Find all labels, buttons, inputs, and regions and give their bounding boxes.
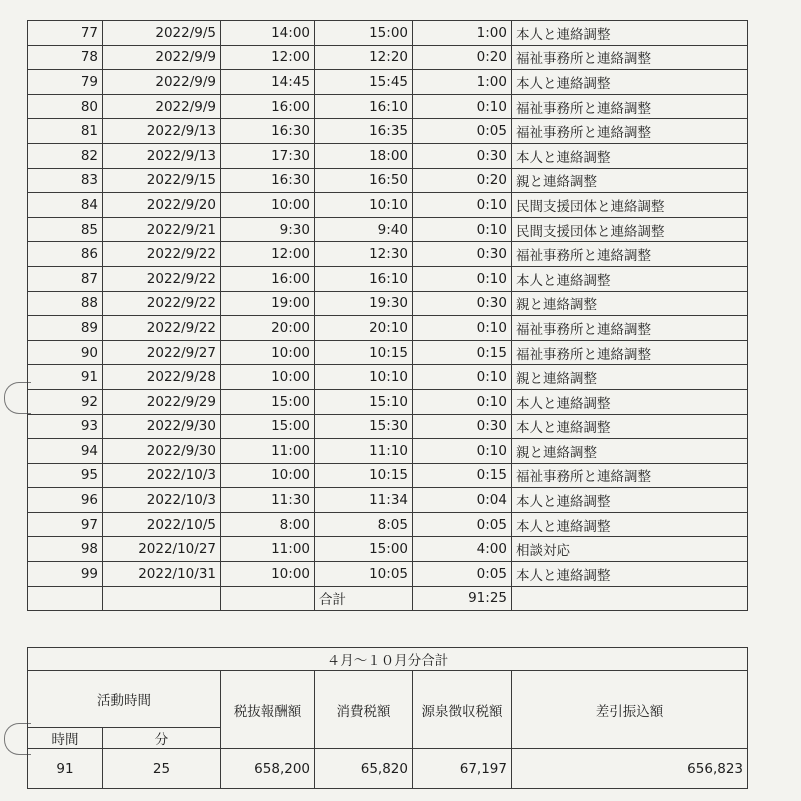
row-duration: 0:04 — [413, 488, 512, 513]
row-duration: 0:30 — [413, 414, 512, 439]
row-number: 85 — [28, 217, 103, 242]
row-duration: 0:10 — [413, 365, 512, 390]
row-content: 本人と連絡調整 — [512, 21, 748, 46]
minutes-header: 分 — [103, 728, 221, 749]
row-number: 84 — [28, 193, 103, 218]
activity-time-header: 活動時間 — [28, 671, 221, 728]
row-date: 2022/9/15 — [103, 168, 221, 193]
consumption-tax-header: 消費税額 — [315, 671, 413, 749]
row-number: 88 — [28, 291, 103, 316]
table-row — [28, 365, 748, 390]
row-duration: 0:30 — [413, 242, 512, 267]
row-start-time: 15:00 — [221, 414, 315, 439]
table-row — [28, 94, 748, 119]
row-number: 92 — [28, 389, 103, 414]
row-end-time: 12:30 — [315, 242, 413, 267]
row-end-time: 16:10 — [315, 94, 413, 119]
row-content: 民間支援団体と連絡調整 — [512, 193, 748, 218]
table-row — [28, 45, 748, 70]
row-content: 福祉事務所と連絡調整 — [512, 242, 748, 267]
row-date: 2022/9/30 — [103, 414, 221, 439]
row-number: 87 — [28, 266, 103, 291]
row-date: 2022/9/29 — [103, 389, 221, 414]
row-start-time: 16:00 — [221, 94, 315, 119]
table-row — [28, 463, 748, 488]
row-number: 97 — [28, 512, 103, 537]
row-content: 福祉事務所と連絡調整 — [512, 340, 748, 365]
table-row — [28, 340, 748, 365]
row-duration: 1:00 — [413, 70, 512, 95]
summary-table — [27, 647, 748, 789]
net-transfer-value: 656,823 — [512, 749, 748, 789]
row-start-time: 14:00 — [221, 21, 315, 46]
row-date: 2022/9/13 — [103, 119, 221, 144]
row-duration: 0:15 — [413, 340, 512, 365]
row-start-time: 9:30 — [221, 217, 315, 242]
row-start-time: 11:30 — [221, 488, 315, 513]
total-row — [28, 586, 748, 611]
row-content: 相談対応 — [512, 537, 748, 562]
net-transfer-header: 差引振込額 — [512, 671, 748, 749]
row-number: 99 — [28, 562, 103, 587]
row-start-time: 16:30 — [221, 119, 315, 144]
row-duration: 0:05 — [413, 512, 512, 537]
row-start-time: 10:00 — [221, 193, 315, 218]
activity-log-table — [27, 20, 748, 611]
row-date: 2022/10/3 — [103, 463, 221, 488]
row-date: 2022/9/9 — [103, 70, 221, 95]
table-row — [28, 193, 748, 218]
row-number: 81 — [28, 119, 103, 144]
row-date: 2022/9/9 — [103, 94, 221, 119]
table-row — [28, 21, 748, 46]
row-number: 82 — [28, 143, 103, 168]
table-row — [28, 143, 748, 168]
row-end-time: 19:30 — [315, 291, 413, 316]
row-date: 2022/9/22 — [103, 242, 221, 267]
row-duration: 0:30 — [413, 143, 512, 168]
row-end-time: 15:45 — [315, 70, 413, 95]
table-row — [28, 168, 748, 193]
total-blank-cell — [103, 586, 221, 611]
row-duration: 0:05 — [413, 119, 512, 144]
row-number: 93 — [28, 414, 103, 439]
row-end-time: 10:05 — [315, 562, 413, 587]
row-content: 本人と連絡調整 — [512, 512, 748, 537]
table-row — [28, 488, 748, 513]
row-duration: 0:30 — [413, 291, 512, 316]
row-end-time: 16:50 — [315, 168, 413, 193]
row-start-time: 16:00 — [221, 266, 315, 291]
row-number: 78 — [28, 45, 103, 70]
row-end-time: 8:05 — [315, 512, 413, 537]
row-start-time: 14:45 — [221, 70, 315, 95]
consumption-tax-value: 65,820 — [315, 749, 413, 789]
row-start-time: 19:00 — [221, 291, 315, 316]
row-end-time: 12:20 — [315, 45, 413, 70]
row-end-time: 15:00 — [315, 537, 413, 562]
row-number: 86 — [28, 242, 103, 267]
row-number: 77 — [28, 21, 103, 46]
row-end-time: 15:00 — [315, 21, 413, 46]
row-duration: 0:15 — [413, 463, 512, 488]
row-date: 2022/9/13 — [103, 143, 221, 168]
row-number: 83 — [28, 168, 103, 193]
row-end-time: 20:10 — [315, 316, 413, 341]
row-end-time: 16:35 — [315, 119, 413, 144]
row-date: 2022/9/9 — [103, 45, 221, 70]
row-date: 2022/10/27 — [103, 537, 221, 562]
row-start-time: 12:00 — [221, 45, 315, 70]
row-content: 本人と連絡調整 — [512, 143, 748, 168]
row-duration: 0:10 — [413, 193, 512, 218]
hours-value: 91 — [28, 749, 103, 789]
row-duration: 0:10 — [413, 439, 512, 464]
table-row — [28, 512, 748, 537]
row-duration: 4:00 — [413, 537, 512, 562]
total-blank-cell — [28, 586, 103, 611]
row-duration: 0:10 — [413, 94, 512, 119]
row-start-time: 10:00 — [221, 562, 315, 587]
row-date: 2022/9/27 — [103, 340, 221, 365]
row-content: 本人と連絡調整 — [512, 562, 748, 587]
row-content: 親と連絡調整 — [512, 365, 748, 390]
activity-log-body — [28, 21, 748, 587]
withholding-tax-value: 67,197 — [413, 749, 512, 789]
row-date: 2022/9/21 — [103, 217, 221, 242]
row-end-time: 10:15 — [315, 340, 413, 365]
row-start-time: 11:00 — [221, 537, 315, 562]
table-row — [28, 217, 748, 242]
pre-tax-header: 税抜報酬額 — [221, 671, 315, 749]
row-content: 福祉事務所と連絡調整 — [512, 119, 748, 144]
row-number: 94 — [28, 439, 103, 464]
row-duration: 0:20 — [413, 45, 512, 70]
row-end-time: 18:00 — [315, 143, 413, 168]
row-duration: 1:00 — [413, 21, 512, 46]
table-row — [28, 70, 748, 95]
row-date: 2022/9/30 — [103, 439, 221, 464]
row-number: 79 — [28, 70, 103, 95]
row-end-time: 15:30 — [315, 414, 413, 439]
table-row — [28, 291, 748, 316]
row-start-time: 8:00 — [221, 512, 315, 537]
row-end-time: 10:15 — [315, 463, 413, 488]
minutes-value: 25 — [103, 749, 221, 789]
row-start-time: 16:30 — [221, 168, 315, 193]
row-duration: 0:10 — [413, 266, 512, 291]
row-content: 民間支援団体と連絡調整 — [512, 217, 748, 242]
row-number: 95 — [28, 463, 103, 488]
row-date: 2022/9/22 — [103, 266, 221, 291]
row-start-time: 11:00 — [221, 439, 315, 464]
row-date: 2022/10/3 — [103, 488, 221, 513]
row-date: 2022/10/5 — [103, 512, 221, 537]
row-end-time: 15:10 — [315, 389, 413, 414]
row-content: 親と連絡調整 — [512, 439, 748, 464]
total-blank-cell — [221, 586, 315, 611]
total-label: 合計 — [315, 586, 413, 611]
row-content: 本人と連絡調整 — [512, 389, 748, 414]
table-row — [28, 439, 748, 464]
table-row — [28, 414, 748, 439]
total-value: 91:25 — [413, 586, 512, 611]
row-end-time: 10:10 — [315, 193, 413, 218]
row-number: 98 — [28, 537, 103, 562]
total-blank-cell — [512, 586, 748, 611]
row-start-time: 17:30 — [221, 143, 315, 168]
row-content: 福祉事務所と連絡調整 — [512, 316, 748, 341]
row-duration: 0:20 — [413, 168, 512, 193]
row-content: 福祉事務所と連絡調整 — [512, 463, 748, 488]
row-end-time: 11:10 — [315, 439, 413, 464]
row-date: 2022/9/28 — [103, 365, 221, 390]
table-row — [28, 316, 748, 341]
pre-tax-value: 658,200 — [221, 749, 315, 789]
row-end-time: 11:34 — [315, 488, 413, 513]
row-number: 90 — [28, 340, 103, 365]
row-content: 本人と連絡調整 — [512, 414, 748, 439]
row-content: 福祉事務所と連絡調整 — [512, 45, 748, 70]
row-content: 親と連絡調整 — [512, 291, 748, 316]
row-start-time: 15:00 — [221, 389, 315, 414]
withholding-tax-header: 源泉徴収税額 — [413, 671, 512, 749]
row-content: 親と連絡調整 — [512, 168, 748, 193]
row-end-time: 16:10 — [315, 266, 413, 291]
row-date: 2022/10/31 — [103, 562, 221, 587]
row-date: 2022/9/5 — [103, 21, 221, 46]
row-duration: 0:05 — [413, 562, 512, 587]
row-start-time: 10:00 — [221, 463, 315, 488]
row-end-time: 10:10 — [315, 365, 413, 390]
row-number: 80 — [28, 94, 103, 119]
row-duration: 0:10 — [413, 389, 512, 414]
row-date: 2022/9/20 — [103, 193, 221, 218]
row-number: 89 — [28, 316, 103, 341]
row-number: 91 — [28, 365, 103, 390]
row-start-time: 10:00 — [221, 340, 315, 365]
row-start-time: 20:00 — [221, 316, 315, 341]
row-date: 2022/9/22 — [103, 291, 221, 316]
row-content: 本人と連絡調整 — [512, 488, 748, 513]
row-content: 本人と連絡調整 — [512, 266, 748, 291]
table-row — [28, 562, 748, 587]
table-row — [28, 389, 748, 414]
table-row — [28, 119, 748, 144]
row-date: 2022/9/22 — [103, 316, 221, 341]
row-number: 96 — [28, 488, 103, 513]
table-row — [28, 242, 748, 267]
table-row — [28, 266, 748, 291]
row-content: 福祉事務所と連絡調整 — [512, 94, 748, 119]
hours-header: 時間 — [28, 728, 103, 749]
row-content: 本人と連絡調整 — [512, 70, 748, 95]
row-start-time: 10:00 — [221, 365, 315, 390]
table-row — [28, 537, 748, 562]
row-duration: 0:10 — [413, 217, 512, 242]
row-duration: 0:10 — [413, 316, 512, 341]
row-end-time: 9:40 — [315, 217, 413, 242]
row-start-time: 12:00 — [221, 242, 315, 267]
summary-title: ４月～１０月分合計 — [28, 648, 748, 671]
